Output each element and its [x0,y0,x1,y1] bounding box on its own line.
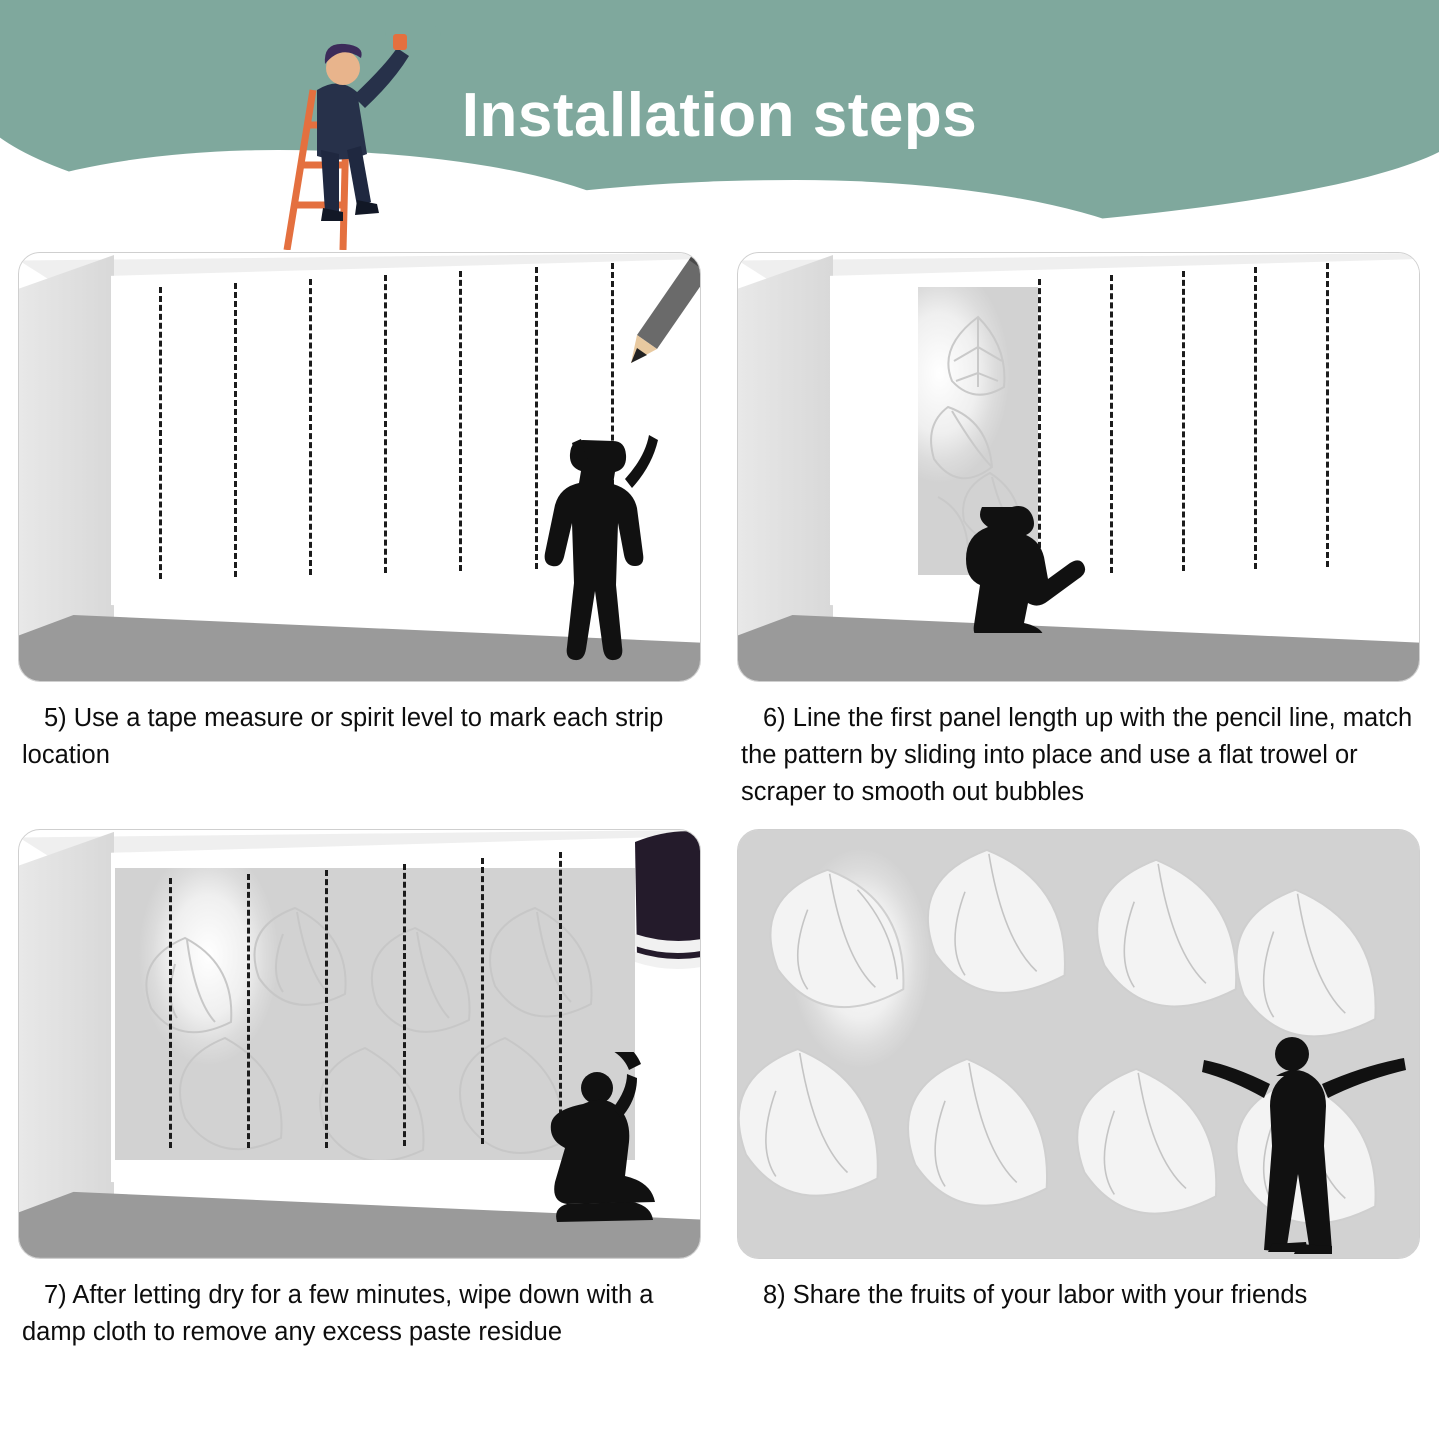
guide-line [1182,271,1185,571]
header-banner [0,0,1439,258]
step-7-illustration [18,829,701,1259]
steps-row-1 [0,252,1439,811]
steps-grid [0,252,1439,1427]
guide-line [247,874,250,1148]
person-silhouette [539,433,669,678]
left-wall-surface [738,255,833,675]
guide-line [169,878,172,1148]
guide-line [159,287,162,579]
guide-line [1326,263,1329,567]
step-8-caption: 8) Share the fruits of your labor with your friends [763,1280,1308,1309]
painter-on-ladder-icon [265,0,485,250]
step-7-caption: 7) After letting dry for a few minutes, wipe down with a damp cloth to remove any excess paste residue [22,1280,654,1346]
step-cell-6 [719,252,1438,811]
guide-line [325,870,328,1148]
step-cell-8 [719,829,1438,1427]
step-6-illustration [737,252,1420,682]
guide-line [1110,275,1113,573]
step-5-illustration [18,252,701,682]
person-silhouette-crouching [960,501,1090,633]
pencil-icon [599,252,701,377]
steps-row-2 [0,829,1439,1427]
guide-line [535,267,538,569]
guide-line [481,858,484,1144]
left-wall-surface [19,255,114,675]
page-title: Installation steps [461,81,978,150]
left-wall-surface [19,832,114,1252]
person-silhouette-wiping [537,1052,687,1252]
guide-line [459,271,462,571]
guide-line [309,279,312,575]
guide-line [384,275,387,573]
guide-line [234,283,237,577]
step-5-caption: 5) Use a tape measure or spirit level to mark each strip location [22,704,664,769]
step-cell-5 [0,252,719,811]
towel-icon [617,829,701,992]
guide-line [1254,267,1257,569]
step-6-caption: 6) Line the first panel length up with the pencil line, match the pattern by sliding into place and use a flat trowel or scraper to smooth out bubbles [741,704,1413,806]
person-silhouette-celebrating [1198,1026,1420,1256]
guide-line [403,864,406,1146]
step-cell-7 [0,829,719,1427]
step-8-illustration [737,829,1420,1259]
